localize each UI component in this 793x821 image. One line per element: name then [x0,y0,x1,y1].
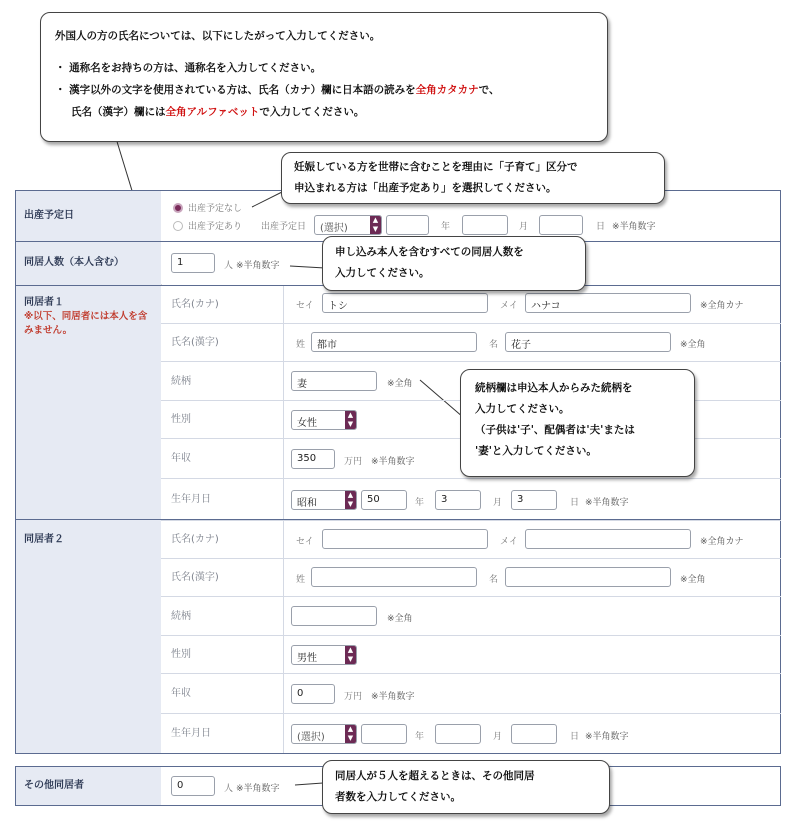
member1-relation-note: ※全角 [387,379,413,389]
callout-pregnancy-line1: 妊娠している方を世帯に含むことを理由に「子育て」区分で [294,161,578,173]
member1-sei-label: セイ [296,301,314,311]
callout-foreign-names [40,12,608,142]
other-note: ※半角数字 [236,784,280,794]
member2-kanji-note: ※全角 [680,575,706,585]
member1-dob-row [161,478,781,519]
member1-income-note: ※半角数字 [371,457,415,467]
member1-dob-day-input[interactable]: 3 [511,490,557,510]
callout-other-line1: 同居人が５人を超えるときは、その他同居 [335,770,535,782]
member2-income-note: ※半角数字 [371,692,415,702]
member2-dob-row [161,713,781,753]
birth-label: 出産予定日 [16,191,161,241]
callout-foreign-line1: 外国人の方の氏名については、以下にしたがって入力してください。 [55,30,381,42]
member2-income-row [161,673,781,713]
member2-dob-day-unit: 日 [570,732,580,742]
member1-dob-day-unit: 日 [570,498,580,508]
member2-era-select[interactable]: (選択) ▲ ▼ [291,724,357,744]
member2-mei-k-label: 名 [489,575,499,585]
member2-relation-row [161,596,781,635]
callout-pregnancy [281,152,665,204]
member2-mei-input[interactable] [525,529,691,549]
member1-income-label: 年収 [161,439,284,478]
household-note: ※半角数字 [236,261,280,271]
other-label: その他同居者 [16,767,161,805]
member2-label: 同居者２ [24,534,64,545]
radio-birth-planned-label: 出産予定あり [188,222,243,232]
callout-count-line1: 申し込み本人を含むすべての同居人数を [335,246,524,258]
callout-relation-line4: '妻'と入力してください。 [475,445,597,457]
member1-dob-month-unit: 月 [493,498,503,508]
due-month-unit: 月 [519,222,529,232]
other-count-input[interactable]: 0 [171,776,215,796]
callout-relation-line3: （子供は'子'、配偶者は'夫'または [475,424,635,436]
member1-relation-input[interactable]: 妻 [291,371,377,391]
due-year-unit: 年 [441,222,451,232]
member2-sei-input[interactable] [322,529,488,549]
member2-mei-kanji-input[interactable] [505,567,671,587]
member2-sex-select[interactable]: 男性 ▲ ▼ [291,645,357,665]
callout-household-count [322,236,586,291]
member1-sei-k-label: 姓 [296,340,306,350]
due-era-select[interactable]: (選択) ▲ ▼ [314,215,382,235]
member1-kanji-row [161,323,781,361]
member2-relation-label: 続柄 [161,597,284,635]
member2-dob-year-input[interactable] [361,724,407,744]
member2-dob-month-unit: 月 [493,732,503,742]
member2-sex-label: 性別 [161,636,284,673]
household-unit: 人 [224,261,234,271]
member2-dob-day-input[interactable] [511,724,557,744]
member2-income-label: 年収 [161,674,284,713]
callout-foreign-bullet2: ・ 漢字以外の文字を使用されている方は、氏名（カナ）欄に日本語の読みを全角カタカナで、 [55,84,500,96]
member1-kanji-label: 氏名(漢字) [161,324,284,361]
member1-dob-year-input[interactable]: 50 [361,490,407,510]
member1-income-input[interactable]: 350 [291,449,335,469]
member2-sei-kanji-input[interactable] [311,567,477,587]
member2-income-unit: 万円 [344,692,363,702]
household-label: 同居人数（本人含む） [16,242,161,285]
radio-birth-planned[interactable] [173,221,183,231]
member1-mei-input[interactable]: ハナコ [525,293,691,313]
member1-mei-k-label: 名 [489,340,499,350]
callout-other-line2: 者数を入力してください。 [335,791,461,803]
member1-kanji-note: ※全角 [680,340,706,350]
member1-label-cell [16,286,161,519]
member2-sei-k-label: 姓 [296,575,306,585]
member1-dob-note: ※半角数字 [585,498,629,508]
member1-mei-kanji-input[interactable]: 花子 [505,332,671,352]
due-month-input[interactable] [462,215,508,235]
callout-foreign-bullet2-cont: 氏名（漢字）欄には全角アルファベットで入力してください。 [71,106,365,118]
member1-era-select[interactable]: 昭和 ▲ ▼ [291,490,357,510]
other-unit: 人 [224,784,234,794]
member1-kana-label: 氏名(カナ) [161,286,284,323]
callout-relation-line1: 続柄欄は申込本人からみた続柄を [475,382,633,394]
member1-sex-select[interactable]: 女性 ▲ ▼ [291,410,357,430]
callout-foreign-bullet1: ・ 通称名をお持ちの方は、通称名を入力してください。 [55,62,322,74]
member2-kana-row [161,520,781,558]
due-day-unit: 日 [596,222,606,232]
member1-dob-label: 生年月日 [161,479,284,519]
callout-count-line2: 入力してください。 [335,267,430,279]
member2-sex-row [161,635,781,673]
due-date-label: 出産予定日 [261,222,307,232]
member1-desc: ※以下、同居者には本人を含みません。 [24,311,148,336]
radio-no-birth-label: 出産予定なし [188,204,243,214]
member2-relation-input[interactable] [291,606,377,626]
member2-relation-note: ※全角 [387,614,413,624]
member2-sei-label: セイ [296,537,314,547]
callout-relation-line2: 入力してください。 [475,403,570,415]
member2-income-input[interactable]: 0 [291,684,335,704]
member2-mei-label: メイ [500,537,518,547]
member1-sei-input[interactable]: トシ [322,293,488,313]
due-day-input[interactable] [539,215,583,235]
callout-relation [460,369,695,477]
callout-other-residents [322,760,610,814]
member1-kana-row [161,286,781,323]
radio-no-birth[interactable] [173,203,183,213]
due-date-note: ※半角数字 [612,222,656,232]
member2-kana-label: 氏名(カナ) [161,521,284,558]
member1-kana-note: ※全角カナ [700,301,744,311]
member1-label: 同居者１ [24,297,64,308]
member2-kanji-label: 氏名(漢字) [161,559,284,596]
member2-dob-month-input[interactable] [435,724,481,744]
household-count-input[interactable]: 1 [171,253,215,273]
member2-dob-label: 生年月日 [161,714,284,753]
member2-kanji-row [161,558,781,596]
member1-relation-label: 続柄 [161,362,284,400]
member2-row [15,520,781,754]
member1-mei-label: メイ [500,301,518,311]
member2-kana-note: ※全角カナ [700,537,744,547]
member1-dob-year-unit: 年 [415,498,425,508]
member1-sei-kanji-input[interactable]: 都市 [311,332,477,352]
member1-income-unit: 万円 [344,457,363,467]
member2-dob-note: ※半角数字 [585,732,629,742]
callout-pregnancy-line2: 申込まれる方は「出産予定あり」を選択してください。 [294,182,557,194]
member1-dob-month-input[interactable]: 3 [435,490,481,510]
member2-dob-year-unit: 年 [415,732,425,742]
member1-sex-label: 性別 [161,401,284,438]
member2-label-cell [16,520,161,753]
due-year-input[interactable] [386,215,429,235]
